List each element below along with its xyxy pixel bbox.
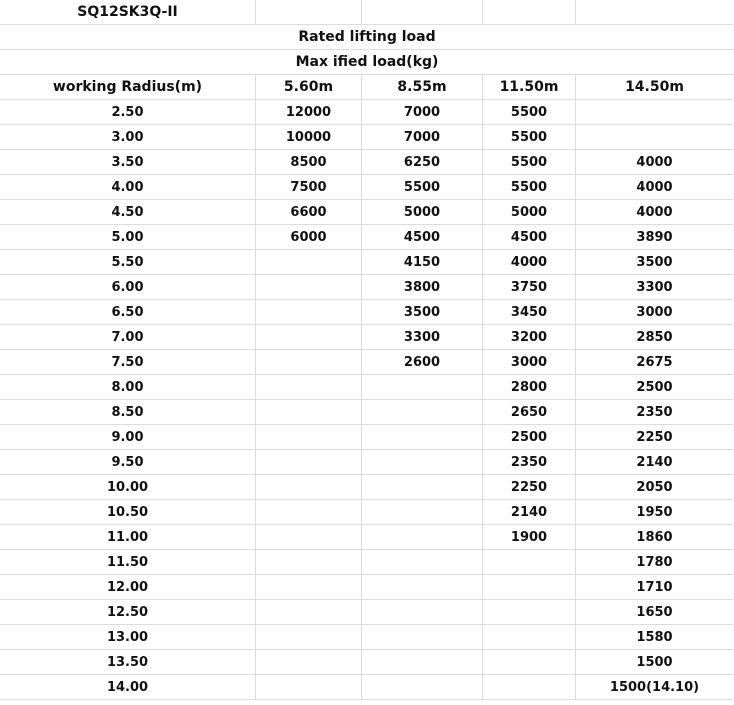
cell-boom-11-50[interactable]: 2650 xyxy=(483,400,576,425)
cell-radius[interactable]: 10.50 xyxy=(0,500,256,525)
cell-boom-8-55[interactable]: 2600 xyxy=(362,350,483,375)
cell-boom-5-60[interactable] xyxy=(256,250,362,275)
column-header-boom-14-50[interactable]: 14.50m xyxy=(576,75,733,100)
cell-boom-5-60[interactable] xyxy=(256,425,362,450)
table-row xyxy=(0,675,734,700)
cell-boom-8-55[interactable] xyxy=(362,550,483,575)
cell-boom-5-60[interactable] xyxy=(256,400,362,425)
cell-radius[interactable]: 5.00 xyxy=(0,225,256,250)
cell-boom-14-50[interactable] xyxy=(576,100,733,125)
cell-boom-11-50[interactable]: 5000 xyxy=(483,200,576,225)
cell-boom-11-50[interactable]: 2500 xyxy=(483,425,576,450)
cell-radius[interactable]: 12.50 xyxy=(0,600,256,625)
cell-boom-8-55[interactable] xyxy=(362,575,483,600)
cell-boom-14-50[interactable]: 1780 xyxy=(576,550,733,575)
cell-boom-5-60[interactable] xyxy=(256,475,362,500)
cell-boom-11-50[interactable]: 5500 xyxy=(483,175,576,200)
cell-boom-5-60[interactable] xyxy=(256,625,362,650)
cell-boom-11-50[interactable]: 5500 xyxy=(483,125,576,150)
cell-radius[interactable]: 3.00 xyxy=(0,125,256,150)
cell-boom-11-50[interactable] xyxy=(483,625,576,650)
cell-radius[interactable]: 6.00 xyxy=(0,275,256,300)
cell-boom-5-60[interactable]: 10000 xyxy=(256,125,362,150)
cell-boom-5-60[interactable] xyxy=(256,525,362,550)
cell-radius[interactable]: 7.50 xyxy=(0,350,256,375)
table-row xyxy=(0,350,734,375)
cell-radius[interactable]: 5.50 xyxy=(0,250,256,275)
table-row xyxy=(0,275,734,300)
subheading-cell[interactable]: Max ified load(kg) xyxy=(0,50,734,75)
cell-boom-5-60[interactable] xyxy=(256,600,362,625)
cell-boom-8-55[interactable]: 6250 xyxy=(362,150,483,175)
column-header-boom-5-60[interactable]: 5.60m xyxy=(256,75,362,100)
empty-cell[interactable] xyxy=(256,0,362,25)
column-header-radius[interactable]: working Radius(m) xyxy=(0,75,256,100)
table-row xyxy=(0,625,734,650)
cell-boom-14-50[interactable]: 3300 xyxy=(576,275,733,300)
cell-radius[interactable]: 10.00 xyxy=(0,475,256,500)
cell-radius[interactable]: 2.50 xyxy=(0,100,256,125)
table-row xyxy=(0,125,734,150)
cell-boom-11-50[interactable]: 2350 xyxy=(483,450,576,475)
cell-boom-11-50[interactable] xyxy=(483,575,576,600)
table-row xyxy=(0,575,734,600)
cell-boom-14-50[interactable]: 2850 xyxy=(576,325,733,350)
cell-boom-14-50[interactable]: 2140 xyxy=(576,450,733,475)
cell-boom-14-50[interactable]: 1650 xyxy=(576,600,733,625)
cell-boom-14-50[interactable]: 1710 xyxy=(576,575,733,600)
cell-boom-14-50[interactable]: 3000 xyxy=(576,300,733,325)
heading-row xyxy=(0,25,734,50)
cell-boom-8-55[interactable]: 7000 xyxy=(362,125,483,150)
column-header-boom-8-55[interactable]: 8.55m xyxy=(362,75,483,100)
heading-cell[interactable]: Rated lifting load xyxy=(0,25,734,50)
cell-boom-5-60[interactable] xyxy=(256,350,362,375)
cell-boom-5-60[interactable]: 6000 xyxy=(256,225,362,250)
cell-boom-11-50[interactable] xyxy=(483,675,576,700)
cell-boom-8-55[interactable]: 4150 xyxy=(362,250,483,275)
cell-boom-11-50[interactable]: 4000 xyxy=(483,250,576,275)
cell-boom-14-50[interactable]: 2250 xyxy=(576,425,733,450)
empty-cell[interactable] xyxy=(483,0,576,25)
cell-radius[interactable]: 11.00 xyxy=(0,525,256,550)
cell-boom-11-50[interactable]: 2140 xyxy=(483,500,576,525)
cell-boom-11-50[interactable] xyxy=(483,650,576,675)
cell-boom-14-50[interactable]: 2050 xyxy=(576,475,733,500)
cell-boom-8-55[interactable]: 3300 xyxy=(362,325,483,350)
cell-boom-14-50[interactable]: 1860 xyxy=(576,525,733,550)
cell-boom-8-55[interactable] xyxy=(362,600,483,625)
cell-radius[interactable]: 13.50 xyxy=(0,650,256,675)
table-row xyxy=(0,600,734,625)
cell-boom-5-60[interactable] xyxy=(256,325,362,350)
cell-boom-8-55[interactable]: 4500 xyxy=(362,225,483,250)
cell-boom-11-50[interactable]: 5500 xyxy=(483,100,576,125)
table-row xyxy=(0,450,734,475)
cell-boom-5-60[interactable]: 8500 xyxy=(256,150,362,175)
cell-boom-11-50[interactable] xyxy=(483,550,576,575)
cell-boom-8-55[interactable] xyxy=(362,425,483,450)
cell-boom-14-50[interactable]: 1500(14.10) xyxy=(576,675,733,700)
cell-boom-14-50[interactable]: 4000 xyxy=(576,200,733,225)
cell-boom-8-55[interactable] xyxy=(362,400,483,425)
subheading-row xyxy=(0,50,734,75)
cell-boom-14-50[interactable]: 1500 xyxy=(576,650,733,675)
table-row xyxy=(0,325,734,350)
cell-boom-5-60[interactable] xyxy=(256,300,362,325)
cell-boom-5-60[interactable] xyxy=(256,450,362,475)
cell-radius[interactable]: 8.00 xyxy=(0,375,256,400)
table-row xyxy=(0,425,734,450)
column-header-row xyxy=(0,75,734,100)
cell-boom-14-50[interactable]: 3500 xyxy=(576,250,733,275)
cell-radius[interactable]: 8.50 xyxy=(0,400,256,425)
cell-boom-11-50[interactable]: 1900 xyxy=(483,525,576,550)
cell-boom-5-60[interactable] xyxy=(256,500,362,525)
model-cell[interactable]: SQ12SK3Q-II xyxy=(0,0,256,25)
cell-boom-8-55[interactable]: 3800 xyxy=(362,275,483,300)
cell-boom-8-55[interactable]: 5000 xyxy=(362,200,483,225)
cell-boom-11-50[interactable]: 2250 xyxy=(483,475,576,500)
cell-boom-14-50[interactable]: 1950 xyxy=(576,500,733,525)
cell-boom-14-50[interactable]: 3890 xyxy=(576,225,733,250)
empty-cell[interactable] xyxy=(576,0,733,25)
cell-boom-8-55[interactable]: 3500 xyxy=(362,300,483,325)
cell-boom-11-50[interactable]: 3450 xyxy=(483,300,576,325)
cell-boom-8-55[interactable] xyxy=(362,450,483,475)
cell-boom-14-50[interactable] xyxy=(576,125,733,150)
empty-cell[interactable] xyxy=(362,0,483,25)
table-row xyxy=(0,150,734,175)
cell-radius[interactable]: 7.00 xyxy=(0,325,256,350)
cell-boom-8-55[interactable] xyxy=(362,625,483,650)
cell-boom-5-60[interactable]: 6600 xyxy=(256,200,362,225)
table-row xyxy=(0,500,734,525)
cell-radius[interactable]: 11.50 xyxy=(0,550,256,575)
cell-boom-5-60[interactable]: 7500 xyxy=(256,175,362,200)
cell-radius[interactable]: 12.00 xyxy=(0,575,256,600)
cell-boom-14-50[interactable]: 4000 xyxy=(576,175,733,200)
cell-radius[interactable]: 9.50 xyxy=(0,450,256,475)
table-row xyxy=(0,400,734,425)
cell-radius[interactable]: 14.00 xyxy=(0,675,256,700)
cell-radius[interactable]: 13.00 xyxy=(0,625,256,650)
table-row xyxy=(0,100,734,125)
cell-boom-8-55[interactable] xyxy=(362,650,483,675)
table-row xyxy=(0,200,734,225)
cell-boom-14-50[interactable]: 2500 xyxy=(576,375,733,400)
cell-radius[interactable]: 4.00 xyxy=(0,175,256,200)
table-row xyxy=(0,175,734,200)
cell-boom-11-50[interactable]: 3200 xyxy=(483,325,576,350)
cell-radius[interactable]: 9.00 xyxy=(0,425,256,450)
model-row xyxy=(0,0,734,25)
cell-boom-14-50[interactable]: 2675 xyxy=(576,350,733,375)
cell-boom-8-55[interactable]: 7000 xyxy=(362,100,483,125)
cell-boom-5-60[interactable] xyxy=(256,275,362,300)
cell-boom-5-60[interactable] xyxy=(256,375,362,400)
cell-boom-8-55[interactable] xyxy=(362,475,483,500)
cell-boom-8-55[interactable] xyxy=(362,375,483,400)
table-row xyxy=(0,225,734,250)
cell-boom-5-60[interactable] xyxy=(256,675,362,700)
table-row xyxy=(0,525,734,550)
cell-radius[interactable]: 3.50 xyxy=(0,150,256,175)
cell-boom-11-50[interactable]: 4500 xyxy=(483,225,576,250)
cell-boom-8-55[interactable]: 5500 xyxy=(362,175,483,200)
cell-boom-8-55[interactable] xyxy=(362,675,483,700)
cell-boom-14-50[interactable]: 2350 xyxy=(576,400,733,425)
cell-boom-11-50[interactable]: 5500 xyxy=(483,150,576,175)
cell-boom-5-60[interactable] xyxy=(256,650,362,675)
table-row xyxy=(0,475,734,500)
cell-boom-5-60[interactable]: 12000 xyxy=(256,100,362,125)
cell-boom-8-55[interactable] xyxy=(362,500,483,525)
column-header-boom-11-50[interactable]: 11.50m xyxy=(483,75,576,100)
data-rows xyxy=(0,100,734,700)
cell-boom-14-50[interactable]: 1580 xyxy=(576,625,733,650)
table-row xyxy=(0,250,734,275)
table-row xyxy=(0,375,734,400)
cell-boom-11-50[interactable]: 3750 xyxy=(483,275,576,300)
cell-radius[interactable]: 4.50 xyxy=(0,200,256,225)
cell-boom-8-55[interactable] xyxy=(362,525,483,550)
table-row xyxy=(0,300,734,325)
cell-boom-14-50[interactable]: 4000 xyxy=(576,150,733,175)
table-row xyxy=(0,550,734,575)
cell-boom-11-50[interactable]: 3000 xyxy=(483,350,576,375)
table-row xyxy=(0,650,734,675)
cell-radius[interactable]: 6.50 xyxy=(0,300,256,325)
cell-boom-5-60[interactable] xyxy=(256,550,362,575)
cell-boom-5-60[interactable] xyxy=(256,575,362,600)
cell-boom-11-50[interactable]: 2800 xyxy=(483,375,576,400)
cell-boom-11-50[interactable] xyxy=(483,600,576,625)
